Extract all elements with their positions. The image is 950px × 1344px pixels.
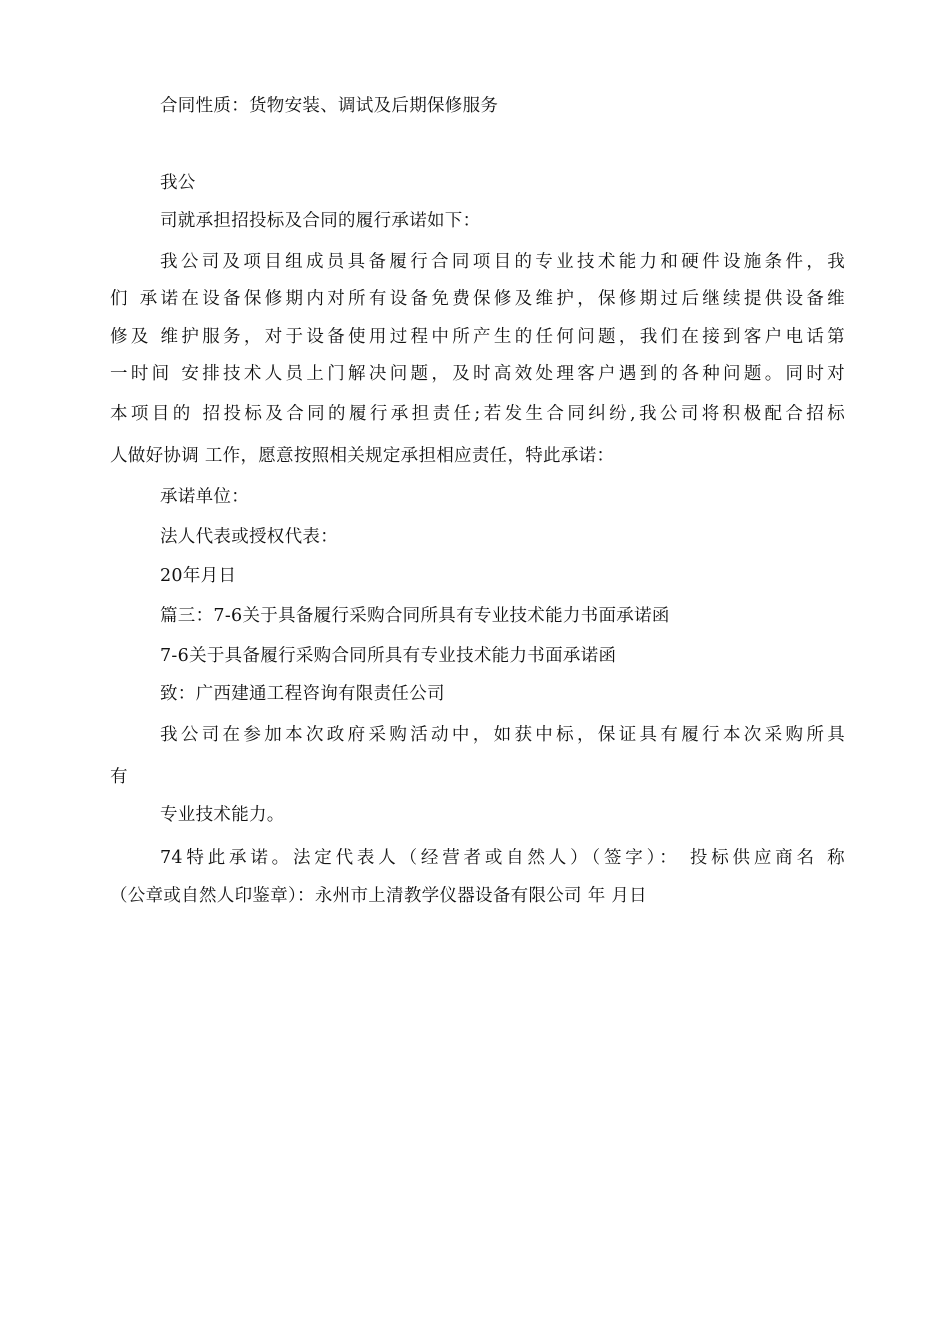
addressee-line: 致：广西建通工程咨询有限责任公司	[160, 684, 445, 704]
chapter3-title: 篇三：7-6关于具备履行采购合同所具有专业技术能力书面承诺函	[160, 606, 670, 626]
paragraph-line: 们 承诺在设备保修期内对所有设备免费保修及维护，保修期过后继续提供设备维	[110, 289, 845, 309]
paragraph-line: 一时间 安排技术人员上门解决问题，及时高效处理客户遇到的各种问题。同时对	[110, 364, 845, 384]
contract-nature-line: 合同性质：货物安装、调试及后期保修服务	[160, 96, 499, 116]
paragraph-line: 我公司及项目组成员具备履行合同项目的专业技术能力和硬件设施条件，我	[160, 252, 845, 272]
tech-ability-line: 专业技术能力。	[160, 805, 285, 825]
paragraph-line: 本项目的 招投标及合同的履行承担责任;若发生合同纠纷,我公司将积极配合招标	[110, 404, 845, 424]
paragraph-line: 我公司在参加本次政府采购活动中，如获中标，保证具有履行本次采购所具	[160, 725, 845, 745]
signature-line: 74特此承诺。法定代表人（经营者或自然人）（签字）： 投标供应商名 称	[160, 848, 845, 868]
date-label: 20年月日	[160, 566, 237, 586]
commit-unit-label: 承诺单位：	[160, 487, 249, 507]
letter-title: 7-6关于具备履行采购合同所具有专业技术能力书面承诺函	[160, 646, 617, 666]
paragraph-line: 有	[110, 767, 128, 787]
legal-rep-label: 法人代表或授权代表：	[160, 527, 338, 547]
we-company-line: 我公	[160, 173, 196, 193]
paragraph-line: 修及 维护服务，对于设备使用过程中所产生的任何问题，我们在接到客户电话第	[110, 327, 845, 347]
signature-line: （公章或自然人印鉴章）：永州市上清教学仪器设备有限公司 年 月日	[110, 886, 647, 906]
commit-intro-line: 司就承担招投标及合同的履行承诺如下：	[160, 211, 481, 231]
paragraph-line: 人做好协调 工作，愿意按照相关规定承担相应责任，特此承诺：	[110, 446, 615, 466]
